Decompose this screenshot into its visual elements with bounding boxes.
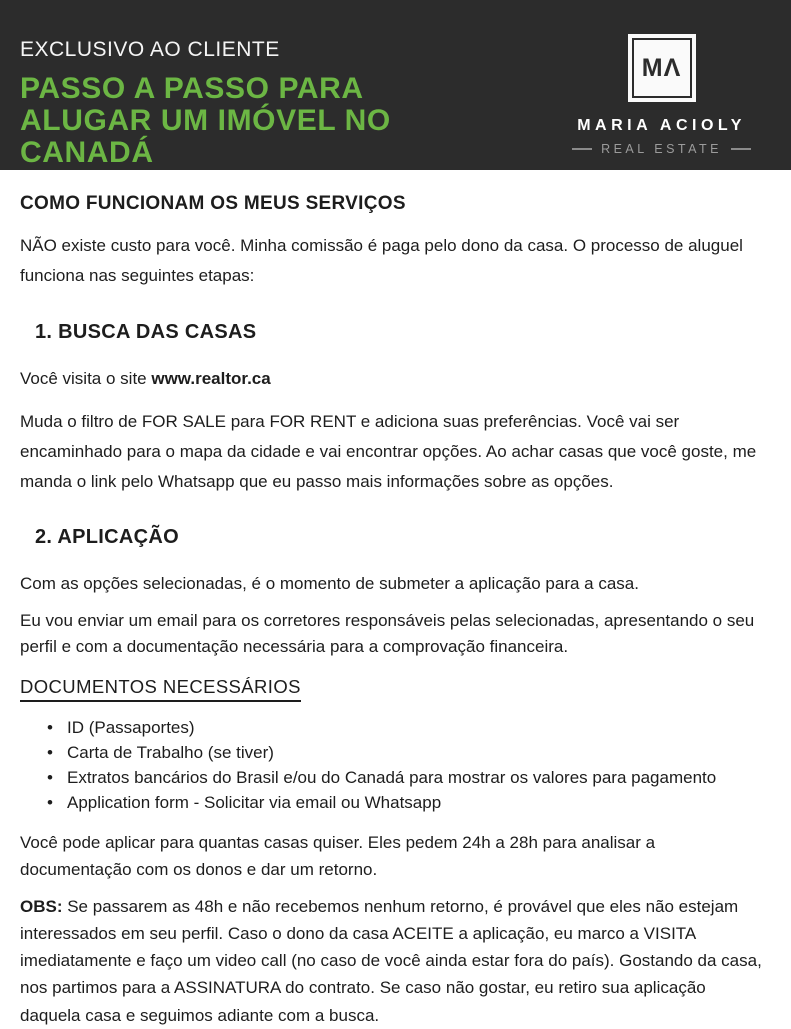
step2-paragraph-1: Com as opções selecionadas, é o momento de submeter a aplicação para a casa. xyxy=(20,574,639,594)
services-heading: COMO FUNCIONAM OS MEUS SERVIÇOS xyxy=(20,193,406,214)
documents-list xyxy=(20,716,769,816)
visit-site-line xyxy=(20,366,769,392)
step2-heading: 2. APLICAÇÃO xyxy=(35,526,179,549)
header-banner xyxy=(0,0,791,170)
page-title-line-1: PASSO A PASSO PARA xyxy=(20,72,364,105)
realtor-site-text: www.realtor.ca xyxy=(151,368,271,388)
obs-paragraph xyxy=(20,893,769,1029)
documents-heading: DOCUMENTOS NECESSÁRIOS xyxy=(20,676,301,702)
document-item-id: • ID (Passaportes) xyxy=(20,716,769,741)
page-title-line-3: CANADÁ xyxy=(20,136,154,170)
document-item-bank-statements: • Extratos bancários do Brasil e/ou do Canadá para mostrar os valores para pagamento xyxy=(20,766,769,791)
step1-heading: 1. BUSCA DAS CASAS xyxy=(35,320,257,343)
visit-site-prefix: Você visita o site xyxy=(20,368,152,388)
page-title xyxy=(20,73,391,169)
brand-tagline xyxy=(572,142,751,156)
brand-block xyxy=(572,0,751,170)
tagline-dash-right xyxy=(731,148,751,150)
step2-paragraph-2: Eu vou enviar um email para os corretores responsáveis pelas selecionadas, apresentando o seu perfil e com a documentação necessária para a comprovação financeira. xyxy=(20,610,755,656)
brand-name: MARIA ACIOLY xyxy=(577,117,746,134)
documents-heading-row xyxy=(20,670,769,716)
tagline-text: REAL ESTATE xyxy=(601,142,722,156)
obs-text: Se passarem as 48h e não recebemos nenhum retorno, é provável que eles não estejam interessados em seu perfil. Caso o dono da casa ACEITE a aplicação, eu marco a VISITA imediatamente e faço um video call (no caso de você ainda estar fora do país). Gostando da casa, nos partimos para a ASSINATURA do contrato. Se caso não gostar, eu retiro sua aplicação daquela casa e seguimos adiante com a busca. xyxy=(20,896,762,1025)
document-body xyxy=(0,170,791,1029)
document-item-application-form: • Application form - Solicitar via email ou Whatsapp xyxy=(20,791,769,816)
tagline-dash-left xyxy=(572,148,592,150)
intro-paragraph: NÃO existe custo para você. Minha comissão é paga pelo dono da casa. O processo de aluguel funciona nas seguintes etapas: xyxy=(20,236,743,285)
eyebrow-label: EXCLUSIVO AO CLIENTE xyxy=(20,38,280,61)
apply-info-paragraph: Você pode aplicar para quantas casas quiser. Eles pedem 24h a 28h para analisar a documentação com os donos e dar um retorno. xyxy=(20,833,656,879)
header-text-block xyxy=(20,0,391,170)
obs-label: OBS: xyxy=(20,896,63,916)
document-item-work-letter: • Carta de Trabalho (se tiver) xyxy=(20,741,769,766)
brand-monogram: MΛ xyxy=(632,38,692,98)
brand-logo xyxy=(628,34,696,102)
page-title-line-2: ALUGAR UM IMÓVEL NO xyxy=(20,104,391,138)
step1-paragraph: Muda o filtro de FOR SALE para FOR RENT e adiciona suas preferências. Você vai ser encaminhado para o mapa da cidade e vai encontrar opções. Ao achar casas que você goste, me manda o link pelo Whatsapp que eu passo mais informações sobre as opções. xyxy=(20,412,757,491)
